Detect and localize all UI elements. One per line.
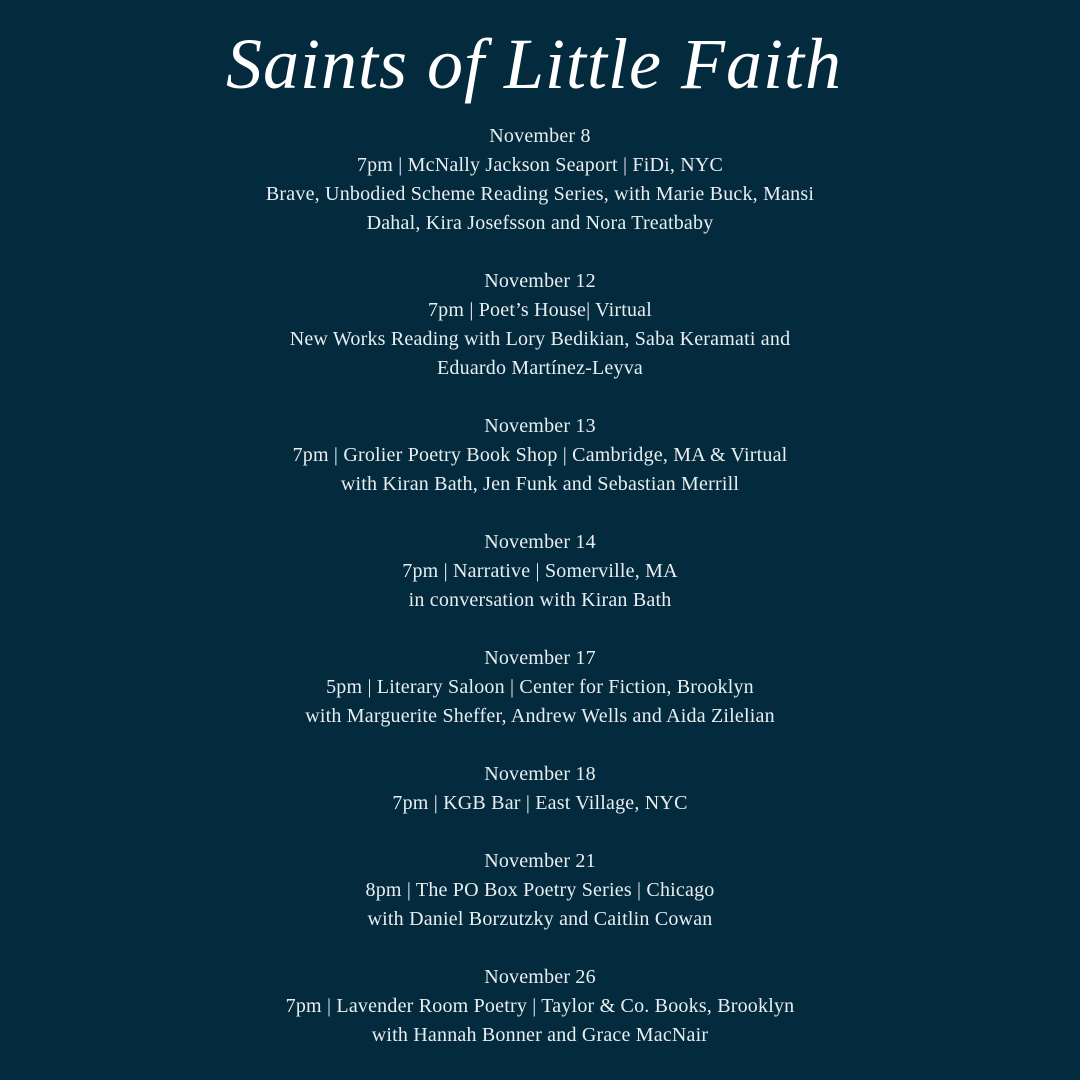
- event-item: [0, 122, 1080, 238]
- event-date: November 17: [484, 647, 596, 669]
- event-date: November 12: [484, 270, 596, 292]
- event-date: November 18: [484, 763, 596, 785]
- event-date: November 8: [489, 125, 591, 147]
- event-date: November 26: [484, 966, 596, 988]
- event-date: November 13: [484, 415, 596, 437]
- poster-title: Saints of Little Faith: [225, 24, 843, 104]
- event-description: Dahal, Kira Josefsson and Nora Treatbaby: [366, 212, 714, 234]
- event-item: [0, 963, 1080, 1050]
- event-details: 7pm | Grolier Poetry Book Shop | Cambridge, MA & Virtual: [292, 444, 788, 466]
- event-description: Eduardo Martínez-Leyva: [437, 357, 643, 379]
- event-details: 7pm | Lavender Room Poetry | Taylor & Co. Books, Brooklyn: [285, 995, 795, 1017]
- event-details: 7pm | KGB Bar | East Village, NYC: [392, 792, 688, 814]
- event-details: 7pm | McNally Jackson Seaport | FiDi, NYC: [356, 154, 724, 176]
- event-item: [0, 412, 1080, 499]
- event-date: November 14: [484, 531, 596, 553]
- event-details: 5pm | Literary Saloon | Center for Fiction, Brooklyn: [326, 676, 754, 698]
- event-details: 7pm | Narrative | Somerville, MA: [402, 560, 678, 582]
- event-item: [0, 760, 1080, 818]
- event-item: [0, 528, 1080, 615]
- event-description: in conversation with Kiran Bath: [408, 589, 672, 611]
- event-details: 7pm | Poet’s House| Virtual: [427, 299, 653, 321]
- event-item: [0, 847, 1080, 934]
- event-details: 8pm | The PO Box Poetry Series | Chicago: [365, 879, 715, 901]
- event-description: New Works Reading with Lory Bedikian, Saba Keramati and: [289, 328, 791, 350]
- event-description: Brave, Unbodied Scheme Reading Series, with Marie Buck, Mansi: [265, 183, 815, 205]
- event-list: [0, 122, 1080, 1079]
- event-description: with Daniel Borzutzky and Caitlin Cowan: [367, 908, 713, 930]
- event-date: November 21: [484, 850, 596, 872]
- event-description: with Hannah Bonner and Grace MacNair: [371, 1024, 709, 1046]
- event-item: [0, 267, 1080, 383]
- event-description: with Kiran Bath, Jen Funk and Sebastian Merrill: [340, 473, 740, 495]
- event-description: with Marguerite Sheffer, Andrew Wells and Aida Zilelian: [305, 705, 775, 727]
- event-item: [0, 644, 1080, 731]
